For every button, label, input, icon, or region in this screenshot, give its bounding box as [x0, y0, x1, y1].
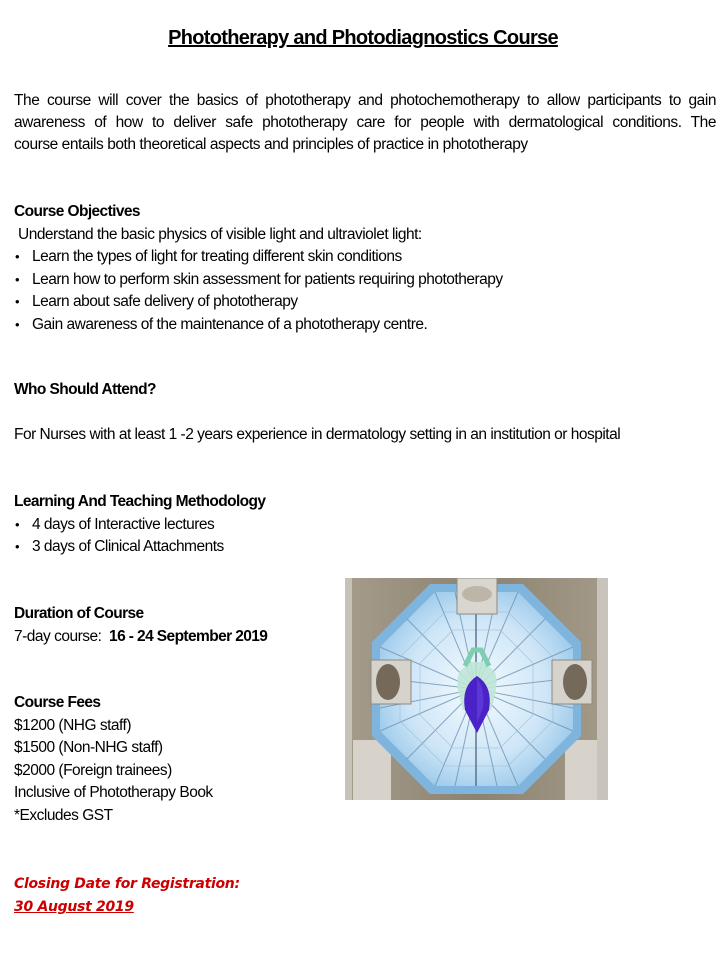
- objectives-lead: Understand the basic physics of visible light and ultraviolet light:: [18, 225, 422, 243]
- page-title: Phototherapy and Photodiagnostics Course: [168, 27, 558, 49]
- list-item: • Learn how to perform skin assessment for patients requiring phototherapy: [14, 269, 503, 292]
- intro-line: course entails both theoretical aspects and principles of practice in phototherapy: [14, 136, 528, 153]
- phototherapy-cabin-photo: [345, 578, 608, 800]
- duration-dates: 16 - 24 September 2019: [109, 627, 268, 645]
- methodology-heading: Learning And Teaching Methodology: [14, 493, 266, 510]
- methodology-list: [14, 514, 265, 559]
- duration-heading: Duration of Course: [14, 605, 144, 622]
- phototherapy-cabin-image: [345, 578, 608, 800]
- list-item: • Gain awareness of the maintenance of a phototherapy centre.: [14, 314, 503, 337]
- fee-line: Inclusive of Phototherapy Book: [14, 784, 213, 801]
- duration-line: [14, 626, 267, 649]
- attend-heading: Who Should Attend?: [14, 381, 156, 398]
- fee-line: $1500 (Non-NHG staff): [14, 739, 163, 756]
- list-item: • Learn about safe delivery of phototherapy: [14, 291, 503, 314]
- methodology-section: [14, 491, 265, 559]
- duration-section: [14, 603, 267, 648]
- duration-prefix: 7-day course:: [14, 627, 102, 645]
- objectives-list: [14, 246, 503, 336]
- list-item: • Learn the types of light for treating different skin conditions: [14, 246, 503, 269]
- fees-section: [14, 692, 213, 827]
- fees-heading: Course Fees: [14, 694, 101, 711]
- objectives-heading: Course Objectives: [14, 203, 140, 220]
- closing-section: [14, 873, 240, 919]
- fee-line: $1200 (NHG staff): [14, 716, 131, 734]
- list-item: • 3 days of Clinical Attachments: [14, 536, 265, 559]
- fee-line: *Excludes GST: [14, 806, 113, 824]
- fee-line: $2000 (Foreign trainees): [14, 761, 172, 779]
- closing-label: Closing Date for Registration:: [14, 876, 240, 892]
- intro-line: The course will cover the basics of phototherapy and photochemotherapy to allow participants to gain: [14, 92, 716, 109]
- closing-date: 30 August 2019: [14, 899, 134, 915]
- attend-text: For Nurses with at least 1 -2 years experience in dermatology setting in an institution or hospital: [14, 425, 621, 443]
- attend-section: [14, 379, 620, 446]
- course-description: [14, 90, 716, 156]
- objectives-section: [14, 201, 503, 336]
- list-item: • 4 days of Interactive lectures: [14, 514, 265, 537]
- intro-line: awareness of how to deliver safe phototherapy care for people with dermatological conditions. The: [14, 114, 716, 131]
